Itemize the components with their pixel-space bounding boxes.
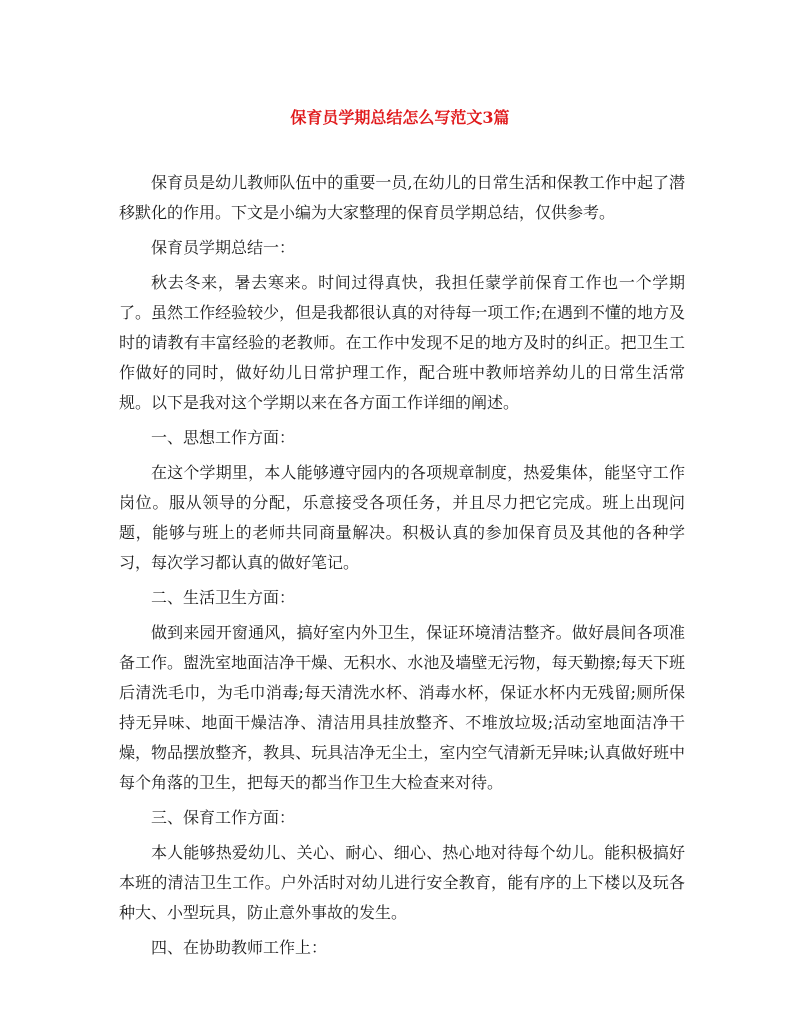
paragraph-thought-work: 在这个学期里，本人能够遵守园内的各项规章制度，热爱集体，能坚守工作岗位。服从领导的分配，乐意接受各项任务，并且尽力把它完成。班上出现问题，能够与班上的老师共同商量解决。积极认真的参加保育员及其他的各种学习，每次学习都认真的做好笔记。 — [119, 463, 685, 572]
paragraph-care-work: 本人能够热爱幼儿、关心、耐心、细心、热心地对待每个幼儿。能积极搞好本班的清洁卫生工作。户外活时对幼儿进行安全教育，能有序的上下楼以及玩各种大、小型玩具，防止意外事故的发生。 — [119, 843, 685, 922]
section-heading-care-work: 三、保育工作方面： — [151, 808, 296, 827]
paragraph-summary-one: 秋去冬来，暑去寒来。时间过得真快，我担任蒙学前保育工作也一个学期了。虽然工作经验较少，但是我都很认真的对待每一项工作;在遇到不懂的地方及时的请教有丰富经验的老教师。在工作中发现不足的地方及时的纠正。把卫生工作做好的同时，做好幼儿日常护理工作，配合班中教师培养幼儿的日常生活常规。以下是我对这个学期以来在各方面工作详细的阐述。 — [119, 273, 685, 412]
section-heading-assist-teacher: 四、在协助教师工作上： — [151, 938, 328, 957]
section-heading-summary-one: 保育员学期总结一： — [151, 238, 296, 257]
paragraph-intro: 保育员是幼儿教师队伍中的重要一员,在幼儿的日常生活和保教工作中起了潜移默化的作用。下文是小编为大家整理的保育员学期总结，仅供参考。 — [119, 173, 685, 222]
section-heading-hygiene: 二、生活卫生方面： — [151, 588, 296, 607]
document-title: 保育员学期总结怎么写范文3篇 — [290, 108, 510, 127]
document-body — [119, 168, 685, 968]
paragraph-hygiene: 做到来园开窗通风，搞好室内外卫生，保证环境清洁整齐。做好晨间各项准备工作。盥洗室地面洁净干燥、无积水、水池及墙壁无污物，每天勤擦;每天下班后清洗毛巾，为毛巾消毒;每天清洗水杯、消毒水杯，保证水杯内无残留;厕所保持无异味、地面干燥洁净、清洁用具挂放整齐、不堆放垃圾;活动室地面洁净干燥，物品摆放整齐，教具、玩具洁净无尘土，室内空气清新无异味;认真做好班中每个角落的卫生，把每天的都当作卫生大检查来对待。 — [119, 623, 685, 792]
section-heading-thought-work: 一、思想工作方面： — [151, 428, 296, 447]
